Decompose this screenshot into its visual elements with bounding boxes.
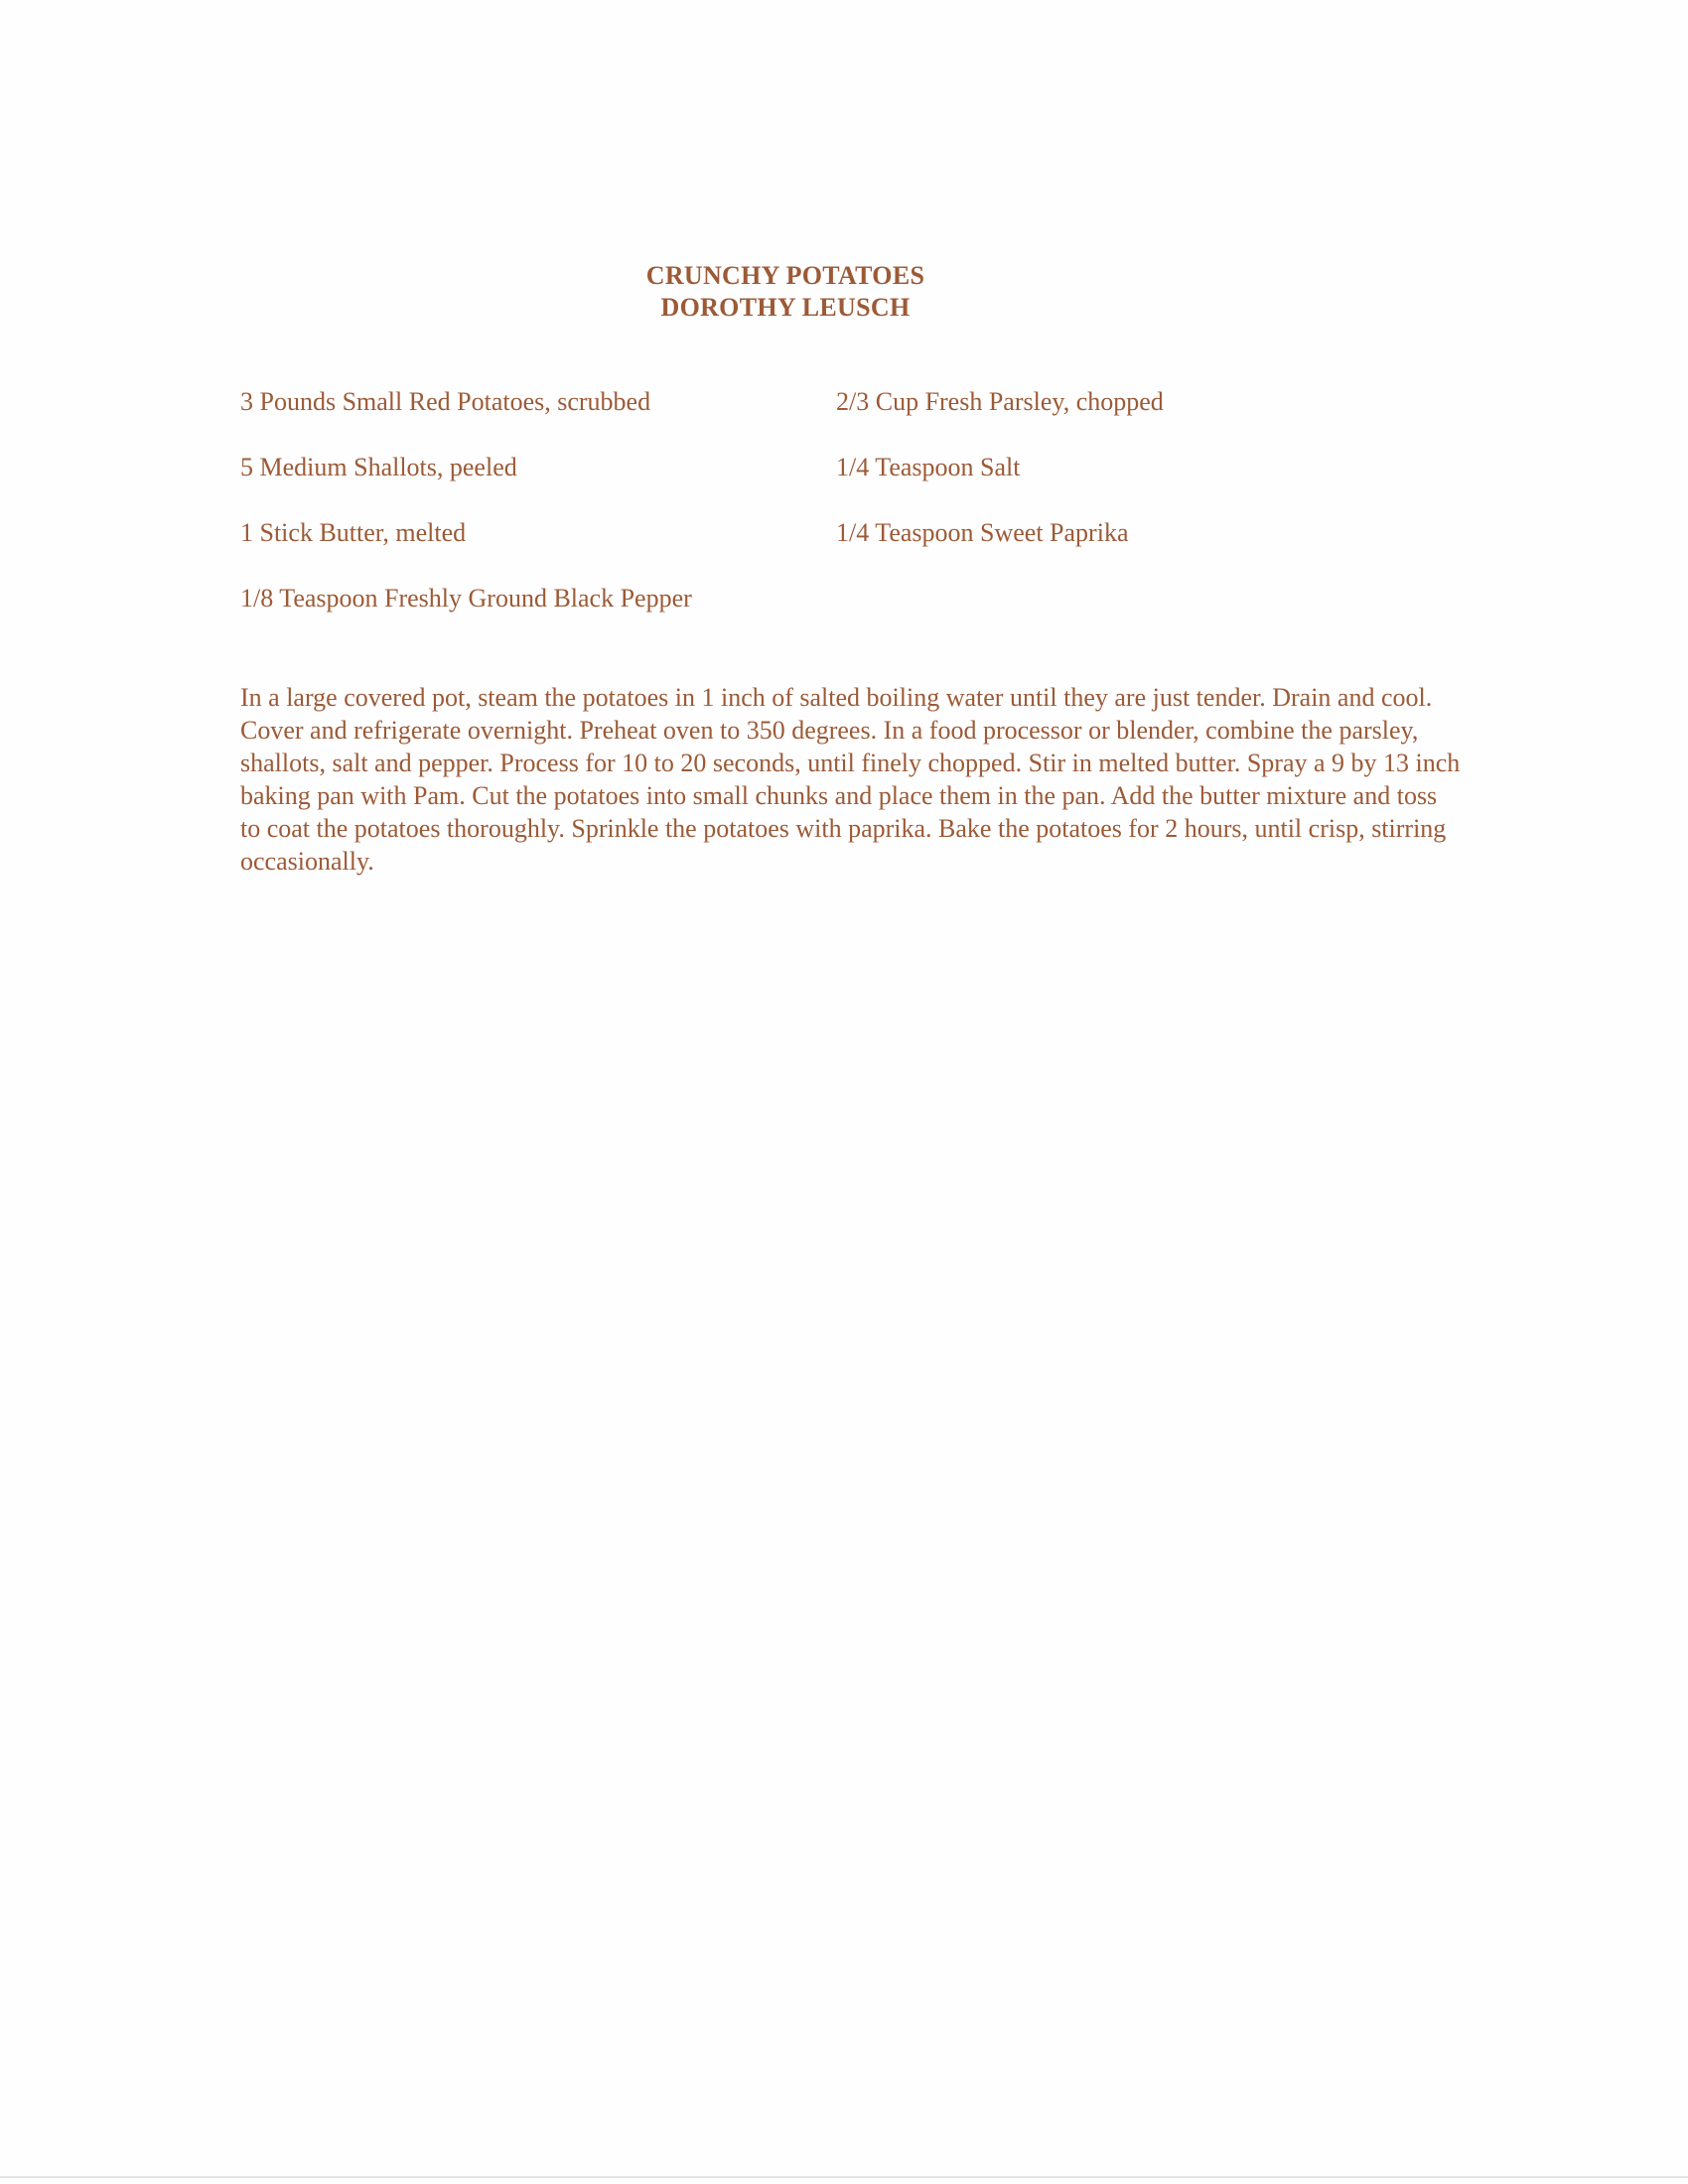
ingredient-row bbox=[240, 387, 1432, 453]
ingredient-item: 1/4 Teaspoon Salt bbox=[836, 453, 1021, 481]
ingredients-list bbox=[240, 387, 1432, 649]
ingredient-row bbox=[240, 584, 1432, 649]
ingredient-row bbox=[240, 518, 1432, 584]
recipe-title: CRUNCHY POTATOES bbox=[645, 261, 925, 290]
ingredient-item: 1/8 Teaspoon Freshly Ground Black Pepper bbox=[240, 584, 692, 613]
ingredient-item: 1 Stick Butter, melted bbox=[240, 518, 467, 547]
recipe-author: DOROTHY LEUSCH bbox=[660, 293, 911, 322]
ingredient-item: 3 Pounds Small Red Potatoes, scrubbed bbox=[240, 387, 651, 416]
ingredient-row bbox=[240, 453, 1432, 518]
ingredient-item: 1/4 Teaspoon Sweet Paprika bbox=[836, 518, 1129, 547]
recipe-directions bbox=[240, 681, 1462, 878]
ingredient-item: 2/3 Cup Fresh Parsley, chopped bbox=[836, 387, 1164, 416]
scan-edge-divider bbox=[0, 2176, 1688, 2178]
recipe-header bbox=[0, 260, 1571, 324]
ingredient-item: 5 Medium Shallots, peeled bbox=[240, 453, 517, 481]
directions-paragraph: In a large covered pot, steam the potatoes in 1 inch of salted boiling water until they are just tender. Drain and cool. Cover and refrigerate overnight. Preheat oven to 350 degrees. In a food processor or blender, combine the parsley, shallots, salt and pepper. Process for 10 to 20 seconds, until finely chopped. Stir in melted butter. Spray a 9 by 13 inch baking pan with Pam. Cut the potatoes into small chunks and place them in the pan. Add the butter mixture and toss to coat the potatoes thoroughly. Sprinkle the potatoes with paprika. Bake the potatoes for 2 hours, until crisp, stirring occasionally. bbox=[240, 683, 1461, 876]
